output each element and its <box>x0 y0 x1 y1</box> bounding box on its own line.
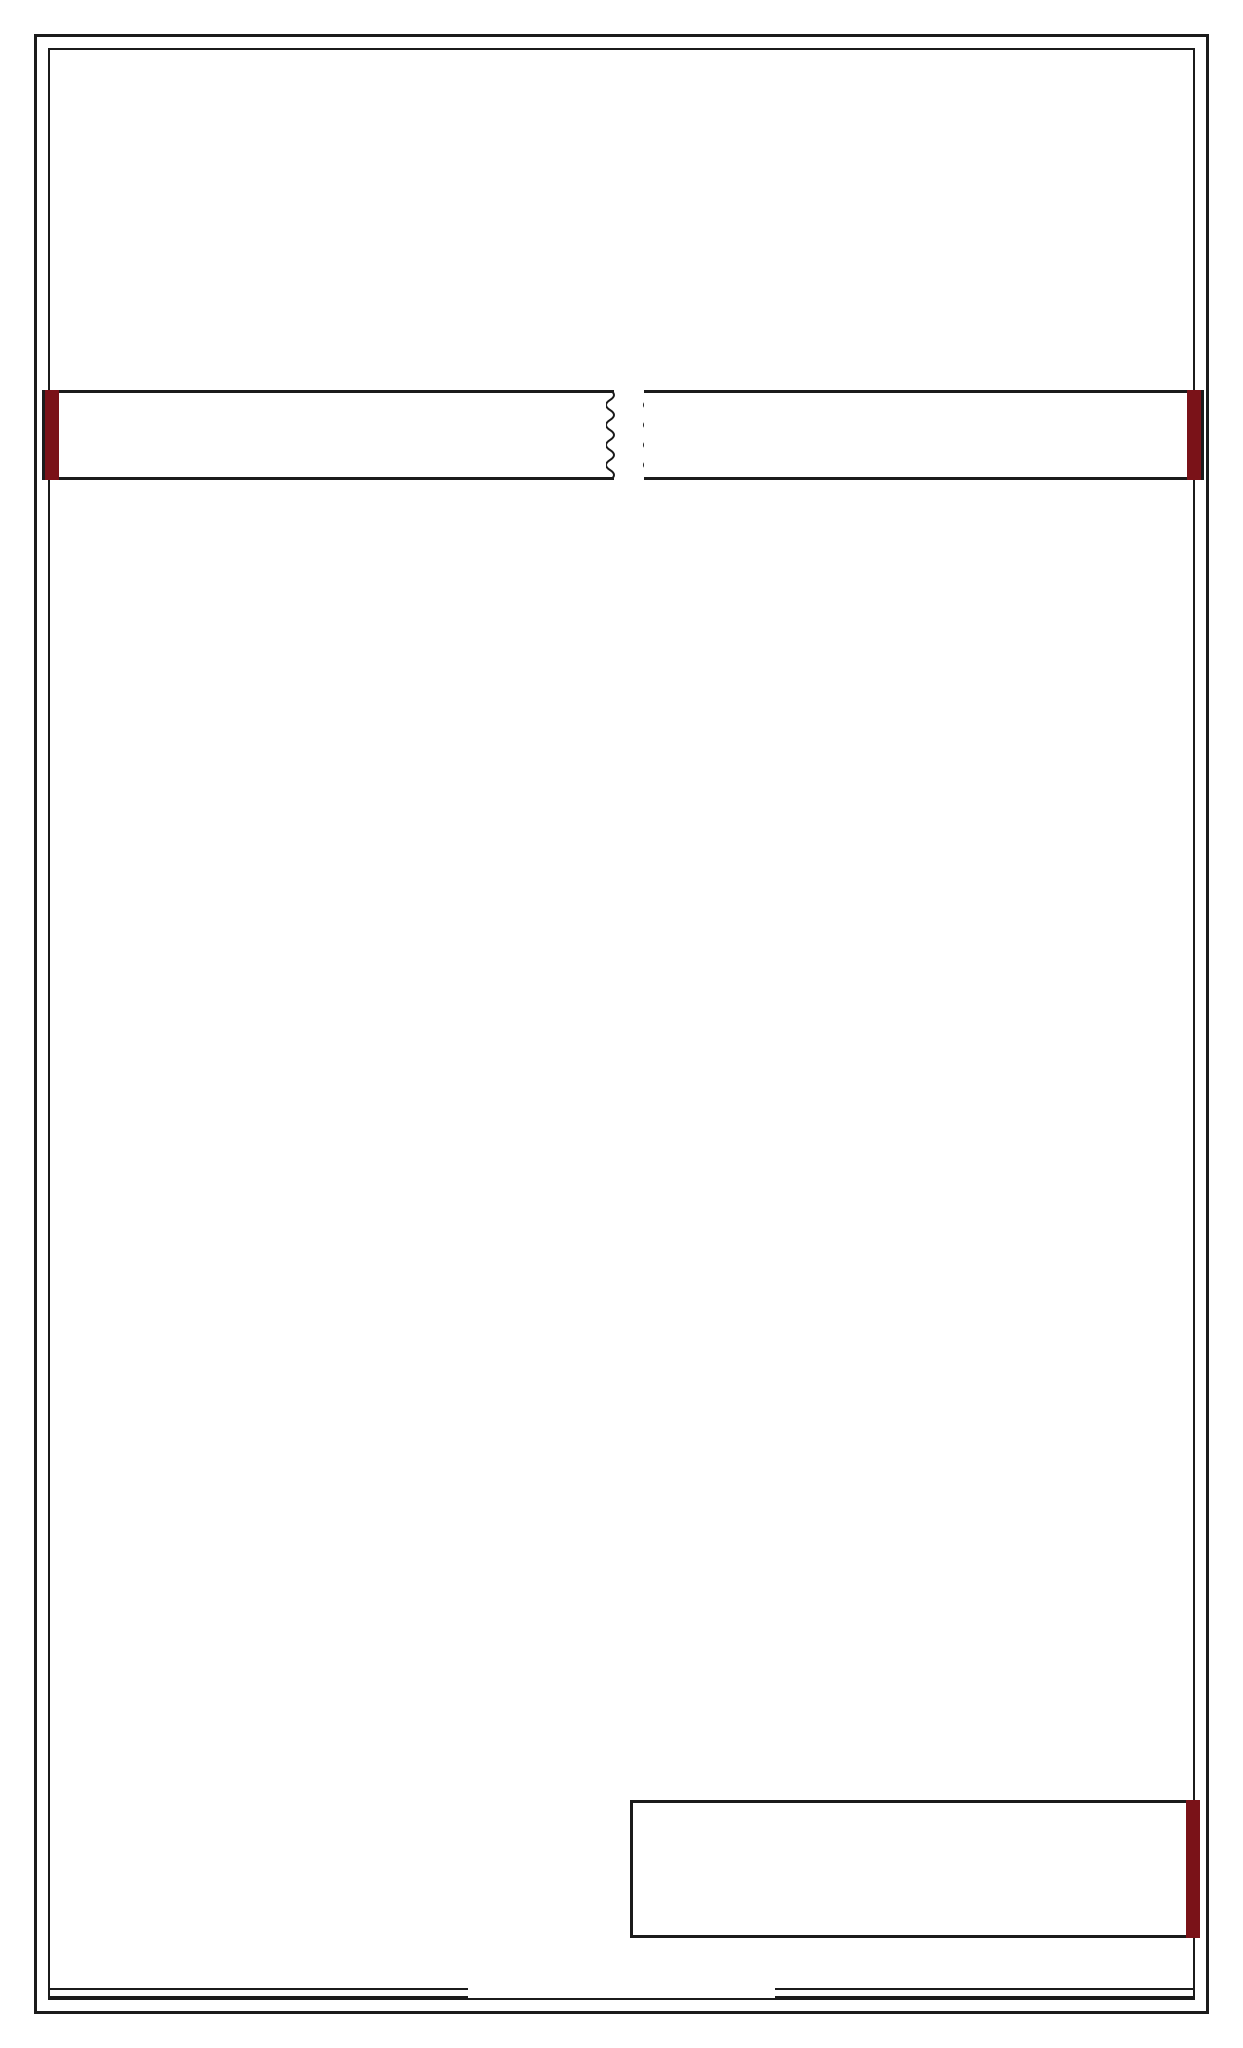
wavy-divider-left <box>606 390 622 480</box>
inner-border <box>48 48 1195 2000</box>
disclaimer-box <box>630 1800 1200 1938</box>
section-title-entrees <box>644 393 1201 477</box>
decorative-marks-top <box>640 506 1140 522</box>
entrees-banner <box>644 390 1204 480</box>
entrees-list <box>672 542 1112 562</box>
accent-bar <box>1186 1800 1200 1938</box>
footer <box>0 1980 1243 1999</box>
decorative-marks-right <box>1126 530 1142 1760</box>
decorative-marks-left <box>640 530 656 1760</box>
section-title-starters <box>45 393 614 477</box>
starters-banner <box>42 390 614 480</box>
